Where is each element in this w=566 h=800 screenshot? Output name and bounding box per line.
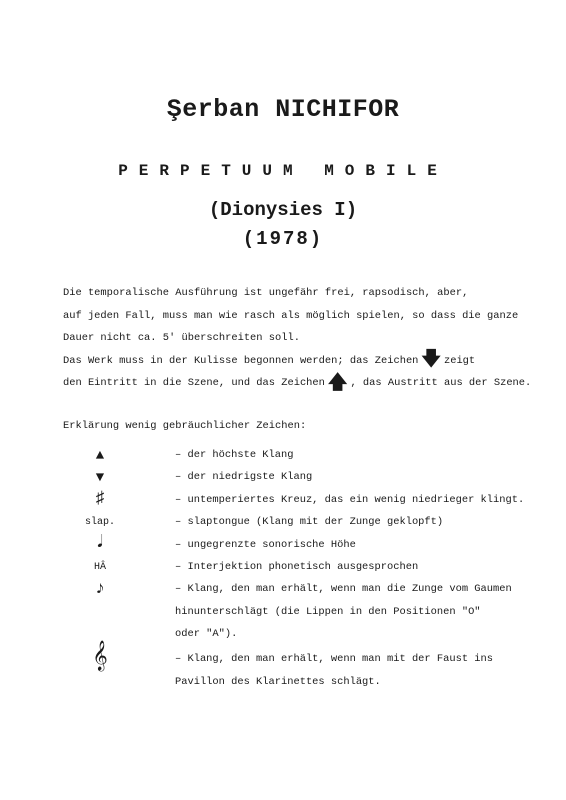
fist-pavillon-icon: 𝄞	[92, 642, 108, 672]
tongue-slap-note-icon: ♪	[94, 579, 106, 599]
work-subtitle: (Dionysies I)	[208, 199, 358, 221]
legend-line: – untemperiertes Kreuz, das ein wenig niedrieger klingt.	[175, 494, 525, 506]
intro-paragraph	[63, 282, 543, 395]
intro-line-5	[63, 372, 543, 395]
ha-label: HÂ	[93, 562, 106, 573]
legend-line: hinunterschlägt (die Lippen in den Positionen "O"	[175, 605, 481, 618]
slap-label: slap.	[84, 517, 115, 528]
legend-line: – der höchste Klang	[175, 449, 294, 461]
intro-line-5-before: den Eintritt in die Szene, und das Zeichen	[63, 377, 325, 389]
undetermined-pitch-icon: 𝅘𝅥	[97, 534, 103, 553]
intro-line-2: auf jeden Fall, muss man wie rasch als möglich spielen, so dass die ganze	[63, 309, 519, 322]
legend-description	[175, 444, 545, 467]
composer-name: Şerban NICHIFOR	[166, 95, 400, 124]
legend-line: Pavillon des Klarinettes schlägt.	[175, 675, 381, 688]
intro-line-4	[63, 350, 543, 373]
legend-description	[175, 466, 545, 489]
legend-description	[175, 511, 545, 534]
work-year: (1978)	[242, 228, 324, 250]
sharp-icon: ♯	[94, 490, 106, 509]
arrow-down-icon: 🡇	[421, 349, 441, 372]
work-title: PERPETUUM MOBILE	[118, 162, 448, 180]
intro-line-5-after: , das Austritt aus der Szene.	[350, 377, 532, 389]
arrow-up-icon: 🡅	[327, 371, 348, 394]
triangle-up-icon: ▲	[95, 448, 105, 464]
legend-description	[175, 578, 545, 646]
legend-description	[175, 489, 545, 512]
intro-line-1: Die temporalische Ausführung ist ungefähr frei, rapsodisch, aber,	[63, 287, 469, 299]
legend-description	[175, 556, 545, 579]
legend-line: – Interjektion phonetisch ausgesprochen	[175, 561, 419, 573]
triangle-down-icon: ▼	[95, 470, 105, 486]
legend-heading: Erklärung wenig gebräuchlicher Zeichen:	[63, 420, 307, 432]
legend-line: – der niedrigste Klang	[175, 471, 313, 483]
intro-line-4-before: Das Werk muss in der Kulisse begonnen werden; das Zeichen	[63, 354, 419, 367]
legend-line: oder "A").	[175, 628, 238, 640]
intro-line-3: Dauer nicht ca. 5' überschreiten soll.	[63, 332, 300, 344]
legend-line: – slaptongue (Klang mit der Zunge geklopft)	[175, 516, 444, 528]
legend-description	[175, 648, 545, 693]
intro-line-4-after: zeigt	[443, 354, 476, 367]
legend-line: – Klang, den man erhält, wenn man die Zunge vom Gaumen	[175, 583, 512, 595]
legend-description	[175, 534, 545, 557]
legend-line: – Klang, den man erhält, wenn man mit der Faust ins	[175, 653, 494, 665]
legend-line: – ungegrenzte sonorische Höhe	[175, 539, 356, 551]
